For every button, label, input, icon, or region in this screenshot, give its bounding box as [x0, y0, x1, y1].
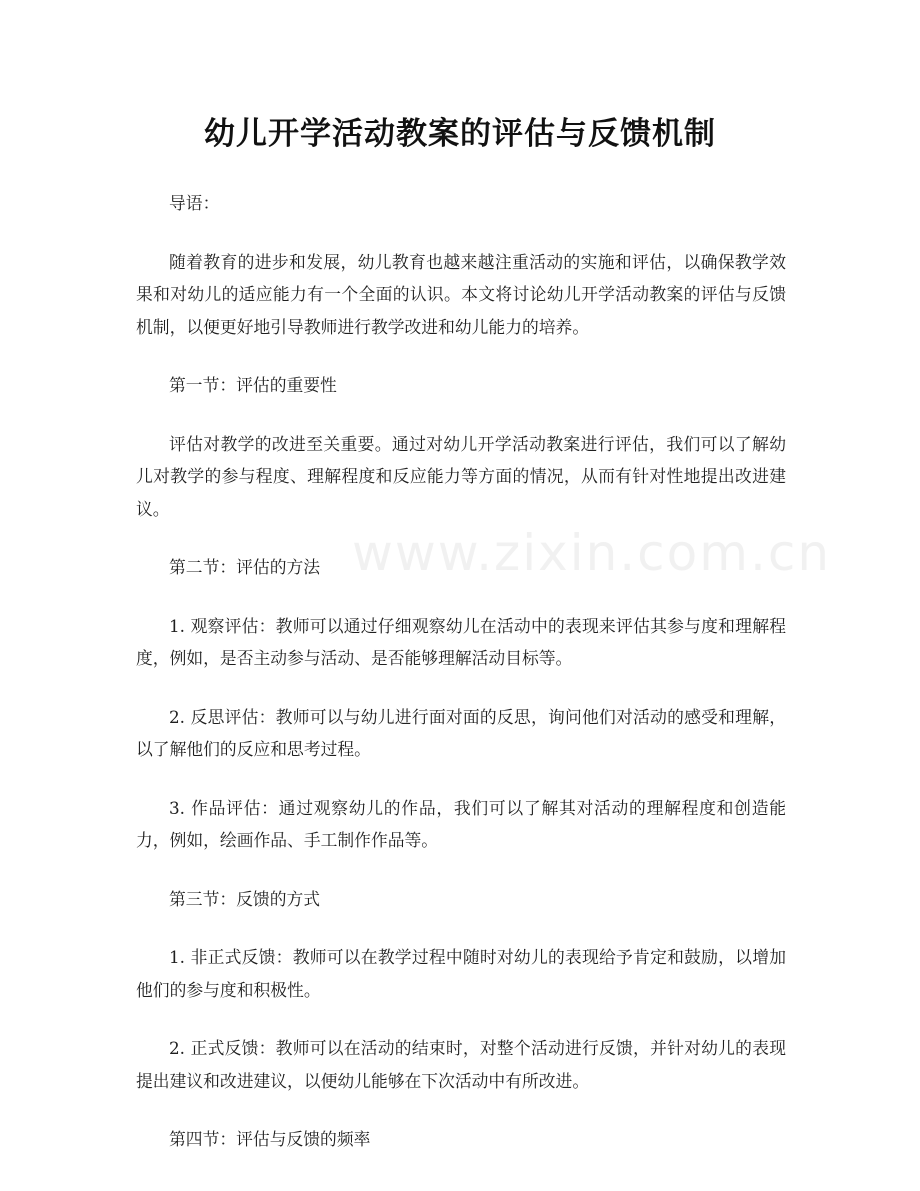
section-2-heading: 第二节：评估的方法 — [169, 557, 321, 577]
feedback-informal-paragraph: 1. 非正式反馈：教师可以在教学过程中随时对幼儿的表现给予肯定和鼓励，以增加他们的参与度和积极性。 — [136, 947, 786, 1000]
document-title: 幼儿开学活动教案的评估与反馈机制 — [204, 116, 716, 152]
intro-label: 导语： — [169, 193, 220, 213]
section-4-heading: 第四节：评估与反馈的频率 — [169, 1129, 371, 1149]
intro-paragraph: 随着教育的进步和发展，幼儿教育也越来越注重活动的实施和评估，以确保教学效果和对幼儿的适应能力有一个全面的认识。本文将讨论幼儿开学活动教案的评估与反馈机制，以便更好地引导教师进行教学改进和幼儿能力的培养。 — [136, 251, 786, 337]
method-artwork-paragraph: 3. 作品评估：通过观察幼儿的作品，我们可以了解其对活动的理解程度和创造能力，例如，绘画作品、手工制作作品等。 — [136, 797, 786, 850]
method-observation-paragraph: 1. 观察评估：教师可以通过仔细观察幼儿在活动中的表现来评估其参与度和理解程度，例如，是否主动参与活动、是否能够理解活动目标等。 — [136, 615, 786, 668]
section-1-heading: 第一节：评估的重要性 — [169, 375, 337, 395]
section-1-paragraph: 评估对教学的改进至关重要。通过对幼儿开学活动教案进行评估，我们可以了解幼儿对教学的参与程度、理解程度和反应能力等方面的情况，从而有针对性地提出改进建议。 — [136, 433, 786, 519]
feedback-formal-paragraph: 2. 正式反馈：教师可以在活动的结束时，对整个活动进行反馈，并针对幼儿的表现提出建议和改进建议，以便幼儿能够在下次活动中有所改进。 — [136, 1038, 786, 1091]
method-reflection-paragraph: 2. 反思评估：教师可以与幼儿进行面对面的反思，询问他们对活动的感受和理解，以了解他们的反应和思考过程。 — [136, 706, 786, 759]
document-body — [136, 187, 786, 1182]
watermark: www.zixin.com.cn — [352, 524, 832, 582]
section-3-heading: 第三节：反馈的方式 — [169, 888, 321, 909]
